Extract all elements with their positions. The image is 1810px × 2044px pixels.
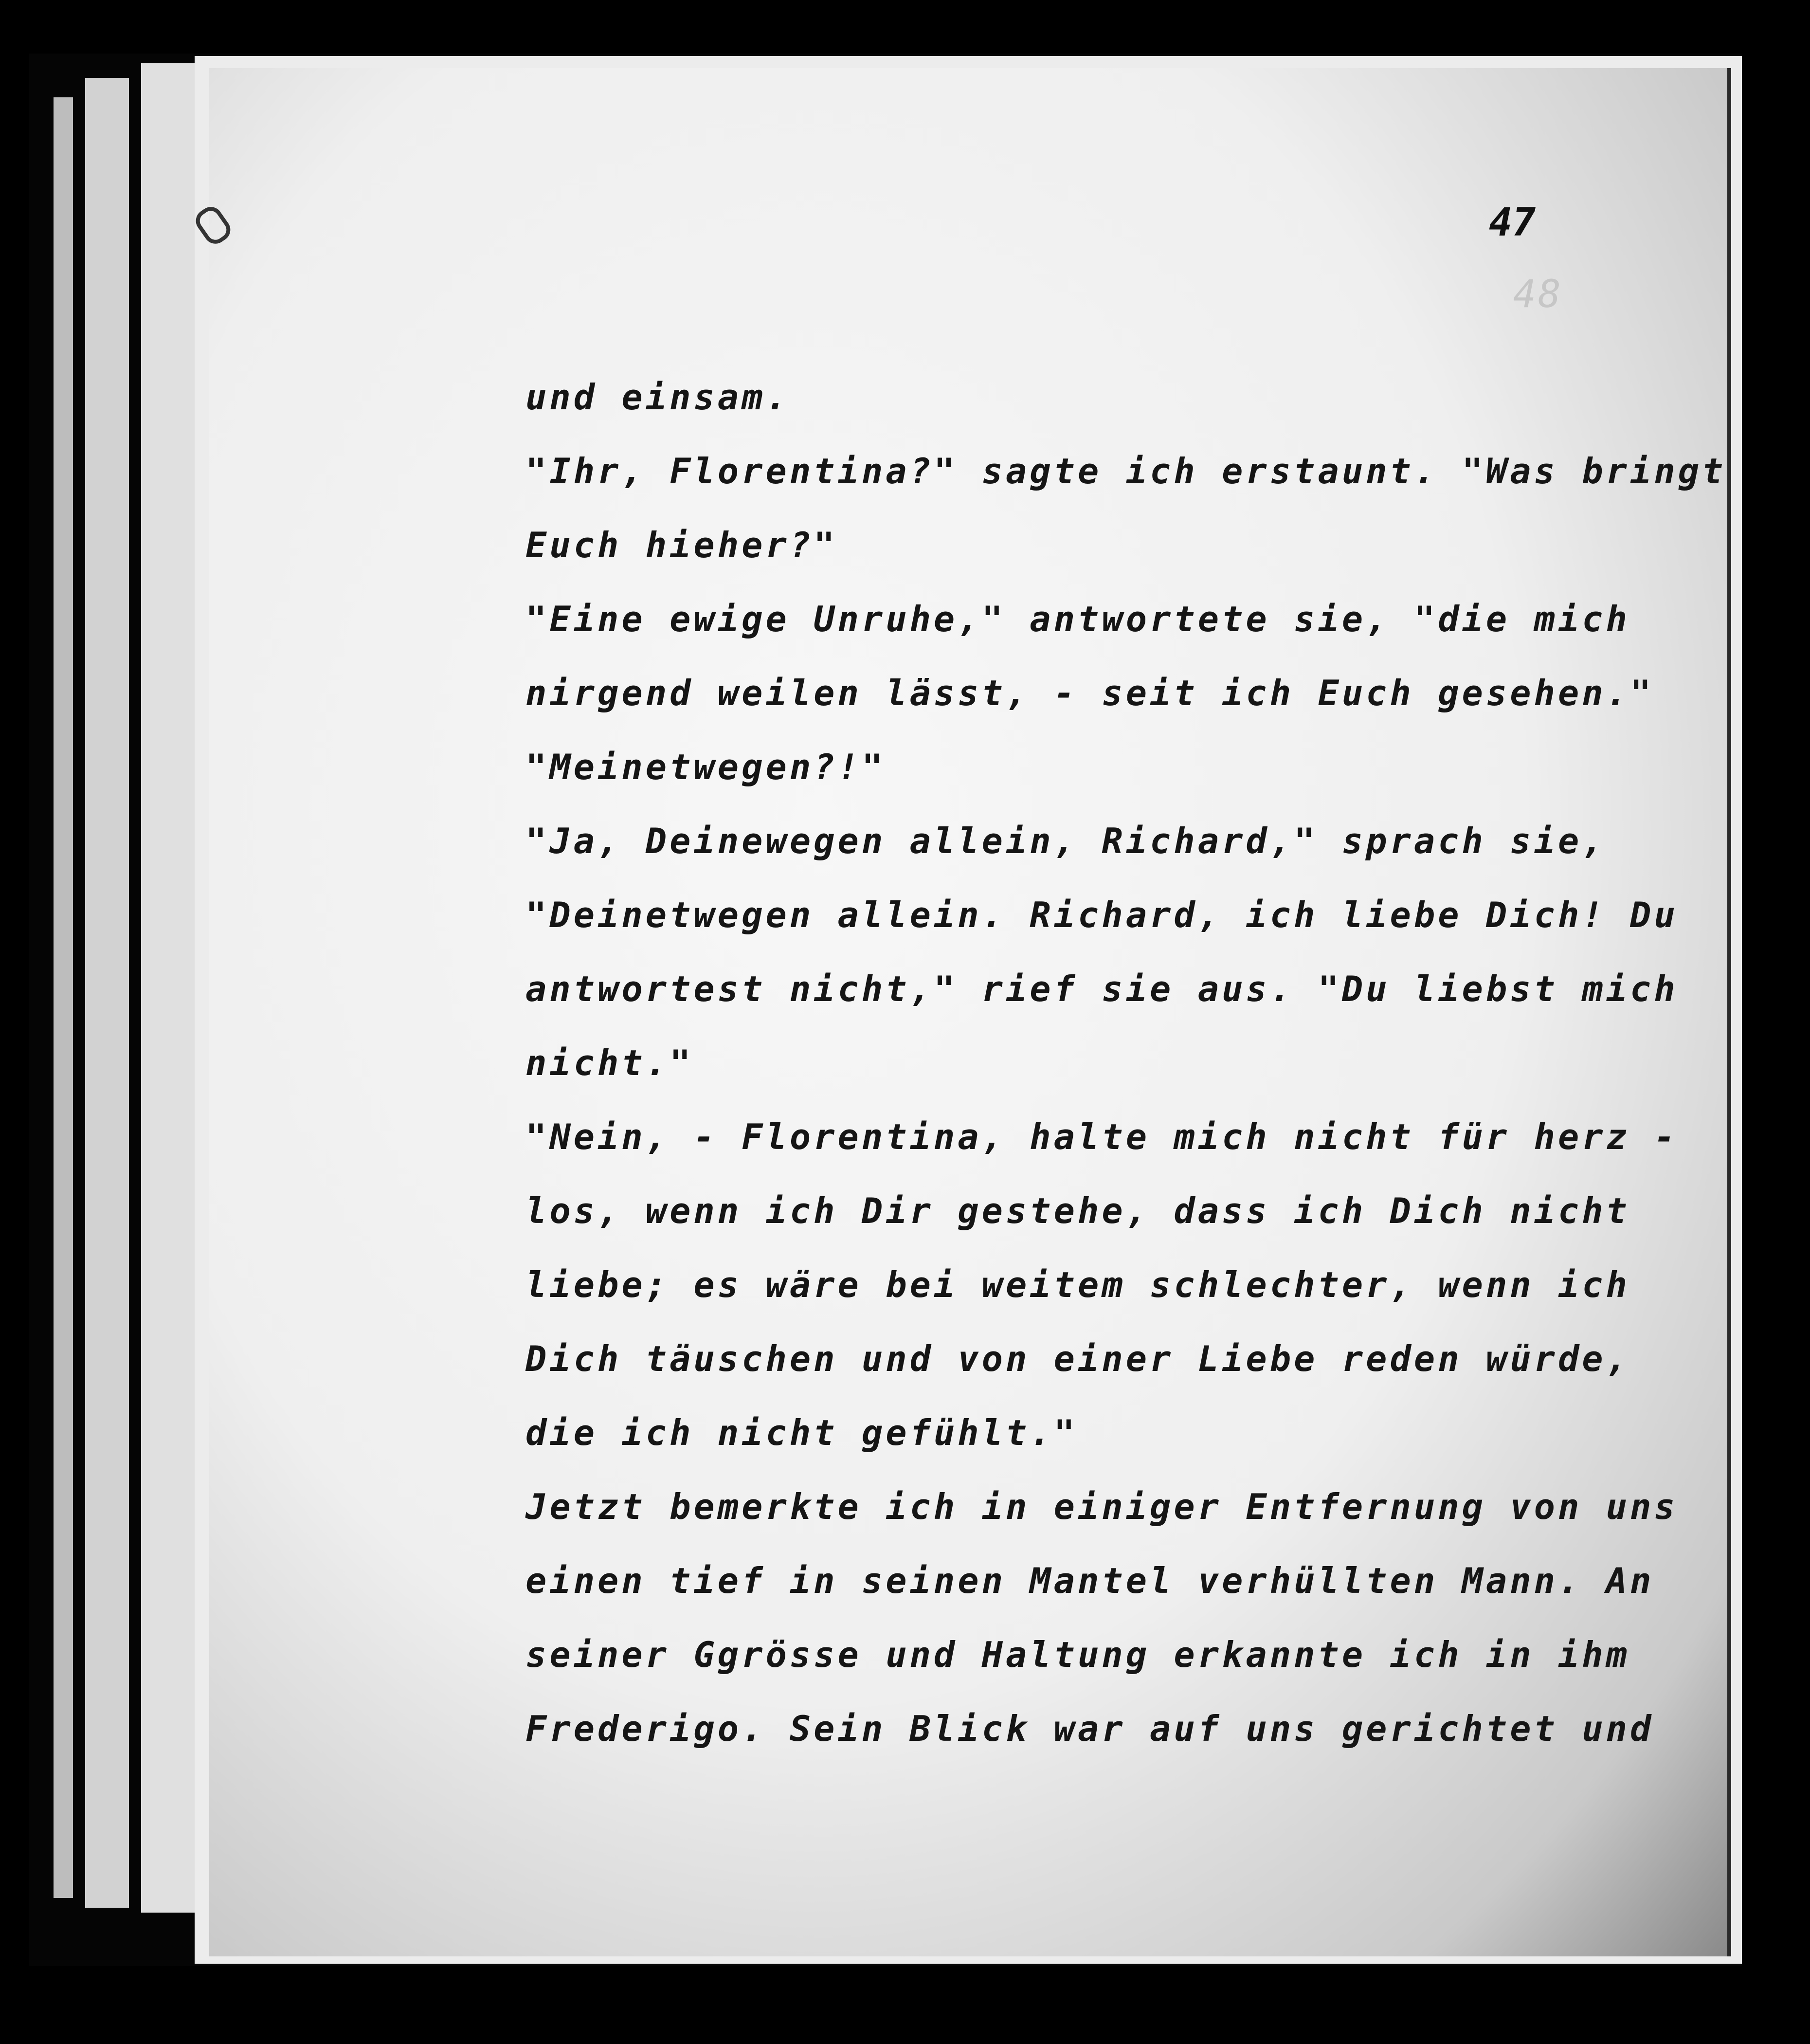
text-line: nirgend weilen lässt, - seit ich Euch gesehen." [525, 673, 1654, 713]
scan-border-top [0, 0, 1810, 54]
scan-border-right [1742, 0, 1810, 2044]
text-line: antwortest nicht," rief sie aus. "Du liebst mich [525, 968, 1678, 1009]
text-line: die ich nicht gefühlt." [525, 1412, 1078, 1453]
text-line: Jetzt bemerkte ich in einiger Entfernung von uns [525, 1486, 1678, 1527]
text-line: liebe; es wäre bei weitem schlechter, wenn ich [525, 1264, 1630, 1305]
text-line: los, wenn ich Dir gestehe, dass ich Dich nicht [525, 1190, 1630, 1231]
stacked-page-edge [141, 63, 199, 1913]
bleed-page-number: 48 [1513, 273, 1563, 316]
text-line: "Ja, Deinewegen allein, Richard," sprach sie, [525, 821, 1606, 861]
text-line: einen tief in seinen Mantel verhüllten Mann. An [525, 1560, 1654, 1601]
text-line: Euch hieher?" [525, 525, 838, 566]
text-line: "Eine ewige Unruhe," antwortete sie, "die mich [525, 599, 1630, 639]
text-line: nicht." [525, 1042, 694, 1083]
text-line: Dich täuschen und von einer Liebe reden würde, [525, 1338, 1630, 1379]
stacked-page-edge [85, 78, 129, 1908]
typed-text-body [525, 360, 1726, 1766]
text-line: Frederigo. Sein Blick war auf uns gerichtet und [525, 1708, 1654, 1749]
text-line: "Deinetwegen allein. Richard, ich liebe Dich! Du [525, 894, 1678, 935]
scan-border-left [0, 0, 29, 2044]
text-line: seiner Ggrösse und Haltung erkannte ich in ihm [525, 1634, 1630, 1675]
text-line: "Ihr, Florentina?" sagte ich erstaunt. "Was bringt [525, 451, 1726, 492]
scan-border-bottom [0, 1966, 1810, 2044]
stacked-page-edge [54, 97, 73, 1898]
text-line: "Nein, - Florentina, halte mich nicht für herz - [525, 1116, 1678, 1157]
text-line: "Meinetwegen?!" [525, 747, 886, 787]
page-number: 47 [1489, 200, 1536, 245]
text-line: und einsam. [525, 377, 790, 418]
